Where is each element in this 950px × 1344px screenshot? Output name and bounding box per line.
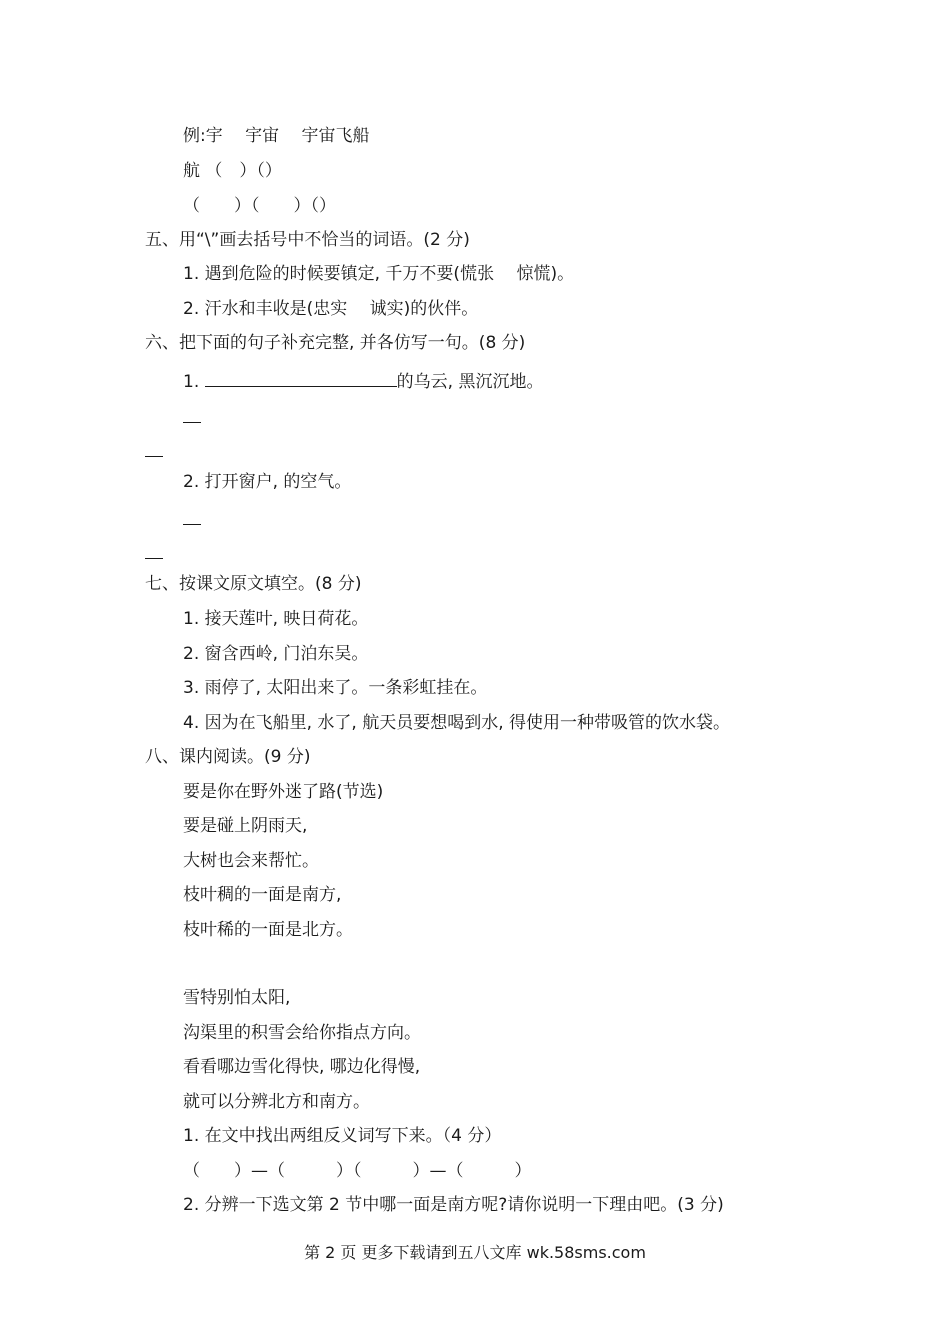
poem-line: 枝叶稀的一面是北方。 bbox=[183, 920, 353, 940]
fill-blank bbox=[205, 367, 397, 387]
question-5-heading: 五、用“\”画去括号中不恰当的词语。(2 分) bbox=[145, 230, 470, 250]
answer-dash bbox=[145, 558, 163, 559]
poem-title: 要是你在野外迷了路(节选) bbox=[183, 782, 384, 802]
poem-line: 就可以分辨北方和南方。 bbox=[183, 1092, 370, 1112]
question-8-item-1-blanks: （ ）—（ ）（ ）—（ ） bbox=[183, 1161, 532, 1181]
question-7-item-4: 4. 因为在飞船里, 水了, 航天员要想喝到水, 得使用一种带吸管的饮水袋。 bbox=[183, 713, 731, 733]
question-7-item-2: 2. 窗含西岭, 门泊东吴。 bbox=[183, 644, 369, 664]
question-8-item-2: 2. 分辨一下选文第 2 节中哪一面是南方呢?请你说明一下理由吧。(3 分) bbox=[183, 1195, 724, 1215]
poem-line: 沟渠里的积雪会给你指点方向。 bbox=[183, 1023, 421, 1043]
question-6-item-1 bbox=[183, 367, 543, 394]
question-5-item-2: 2. 汗水和丰收是(忠实 诚实)的伙伴。 bbox=[183, 299, 479, 319]
poem-line: 要是碰上阴雨天, bbox=[183, 816, 308, 836]
question-7-heading: 七、按课文原文填空。(8 分) bbox=[145, 574, 362, 594]
poem-line: 雪特别怕太阳, bbox=[183, 988, 291, 1008]
question-6-item-2: 2. 打开窗户, 的空气。 bbox=[183, 472, 352, 492]
poem-line: 枝叶稠的一面是南方, bbox=[183, 885, 342, 905]
answer-dash bbox=[183, 524, 201, 525]
item-number: 1. bbox=[183, 372, 200, 392]
example-line: 例:宇 宇宙 宇宙飞船 bbox=[183, 126, 370, 146]
question-7-item-1: 1. 接天莲叶, 映日荷花。 bbox=[183, 609, 369, 629]
poem-line: 大树也会来帮忙。 bbox=[183, 851, 319, 871]
blank-row: （ ）（ ）（） bbox=[183, 196, 336, 216]
question-8-item-1: 1. 在文中找出两组反义词写下来。（4 分） bbox=[183, 1126, 502, 1146]
question-8-heading: 八、课内阅读。(9 分) bbox=[145, 747, 311, 767]
question-5-item-1: 1. 遇到危险的时候要镇定, 千万不要(慌张 惊慌)。 bbox=[183, 264, 575, 284]
item-text: 的乌云, 黑沉沉地。 bbox=[396, 372, 544, 392]
hang-line: 航 （ ）（） bbox=[183, 161, 282, 181]
answer-dash bbox=[145, 456, 163, 457]
answer-dash bbox=[183, 422, 201, 423]
question-7-item-3: 3. 雨停了, 太阳出来了。一条彩虹挂在。 bbox=[183, 678, 488, 698]
poem-line: 看看哪边雪化得快, 哪边化得慢, bbox=[183, 1057, 421, 1077]
page-footer: 第 2 页 更多下载请到五八文库 wk.58sms.com bbox=[304, 1243, 646, 1262]
question-6-heading: 六、把下面的句子补充完整, 并各仿写一句。(8 分) bbox=[145, 333, 526, 353]
